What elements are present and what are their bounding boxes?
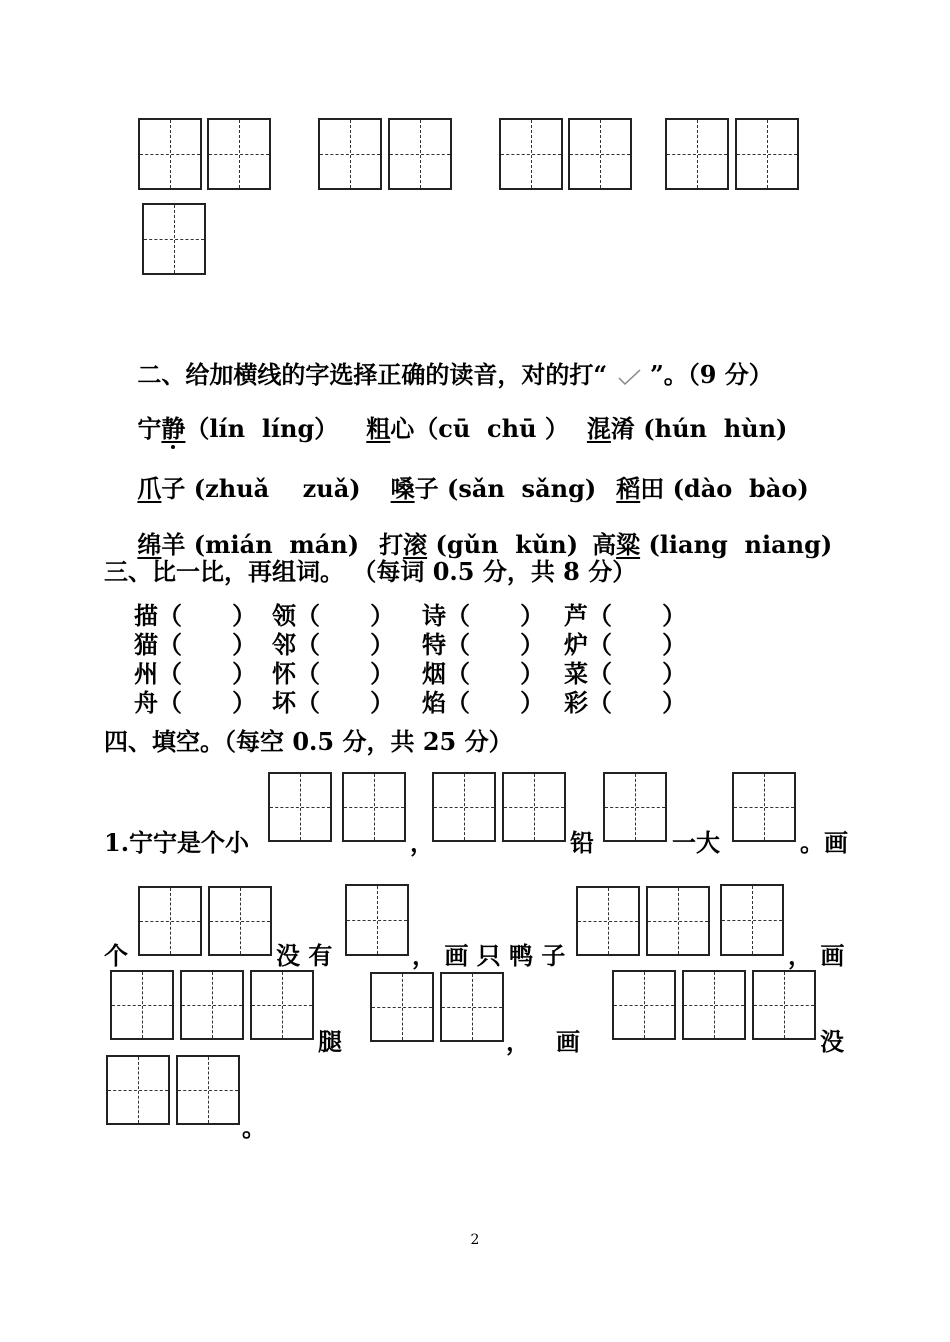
word-item: 烟（ ） bbox=[422, 659, 545, 688]
writing-grid-box[interactable] bbox=[603, 772, 667, 842]
fill-text: 个 bbox=[104, 941, 128, 970]
word-item: 怀（ ） bbox=[272, 659, 395, 688]
word-item: 领（ ） bbox=[272, 601, 395, 630]
word-item: 舟（ ） bbox=[134, 688, 257, 717]
page-number: 2 bbox=[470, 1232, 480, 1248]
reading-item: 爪子 (zhuǎ zuǎ) bbox=[137, 474, 361, 503]
writing-grid-box[interactable] bbox=[138, 118, 202, 190]
reading-item: 混淆 (hún hùn) bbox=[586, 414, 788, 443]
writing-grid-box[interactable] bbox=[720, 884, 784, 956]
reading-item: 粗心（cū chū ） bbox=[366, 414, 569, 443]
writing-grid-box[interactable] bbox=[440, 972, 504, 1042]
reading-item: 绵羊 (mián mán) bbox=[137, 530, 360, 559]
writing-grid-box[interactable] bbox=[268, 772, 332, 842]
writing-grid-box[interactable] bbox=[752, 970, 816, 1040]
writing-grid-box[interactable] bbox=[502, 772, 566, 842]
writing-grid-box[interactable] bbox=[342, 772, 406, 842]
writing-grid-box[interactable] bbox=[106, 1055, 170, 1125]
writing-grid-box[interactable] bbox=[208, 886, 272, 956]
section4-title: 四、填空。（每空 0.5 分，共 25 分） bbox=[104, 727, 513, 756]
word-item: 坏（ ） bbox=[272, 688, 395, 717]
writing-grid-box[interactable] bbox=[576, 886, 640, 956]
section3-title: 三、比一比，再组词。 （每词 0.5 分，共 8 分） bbox=[104, 557, 637, 586]
writing-grid-box[interactable] bbox=[207, 118, 271, 190]
writing-grid-box[interactable] bbox=[142, 203, 206, 275]
reading-item: 宁静（lín líng） bbox=[137, 414, 339, 443]
fill-text: 没 有 bbox=[276, 941, 333, 970]
fill-text: 一大 bbox=[672, 828, 720, 857]
writing-grid-box[interactable] bbox=[250, 970, 314, 1040]
fill-text: 没 bbox=[820, 1027, 844, 1056]
fill-text: ， bbox=[410, 828, 434, 857]
word-item: 炉（ ） bbox=[564, 630, 687, 659]
word-item: 焰（ ） bbox=[422, 688, 545, 717]
word-item: 彩（ ） bbox=[564, 688, 687, 717]
writing-grid-box[interactable] bbox=[735, 118, 799, 190]
writing-grid-box[interactable] bbox=[110, 970, 174, 1040]
writing-grid-box[interactable] bbox=[665, 118, 729, 190]
writing-grid-box[interactable] bbox=[388, 118, 452, 190]
reading-item: 嗓子 (sǎn sǎng) bbox=[390, 474, 597, 503]
reading-item: 高粱 (liang niang) bbox=[592, 530, 833, 559]
word-item: 州（ ） bbox=[134, 659, 257, 688]
writing-grid-box[interactable] bbox=[732, 772, 796, 842]
fill-text: ， 画 bbox=[788, 941, 845, 970]
writing-grid-box[interactable] bbox=[180, 970, 244, 1040]
writing-grid-box[interactable] bbox=[318, 118, 382, 190]
word-item: 猫（ ） bbox=[134, 630, 257, 659]
fill-text: 铅 bbox=[570, 828, 594, 857]
word-item: 诗（ ） bbox=[422, 601, 545, 630]
fill-text: ， bbox=[506, 1027, 530, 1056]
section2-title: 二、给加横线的字选择正确的读音，对的打“ ”。（9 分） bbox=[137, 360, 773, 389]
word-item: 描（ ） bbox=[134, 601, 257, 630]
writing-grid-box[interactable] bbox=[370, 972, 434, 1042]
word-item: 特（ ） bbox=[422, 630, 545, 659]
writing-grid-box[interactable] bbox=[612, 970, 676, 1040]
writing-grid-box[interactable] bbox=[646, 886, 710, 956]
reading-item: 稻田 (dào bào) bbox=[616, 474, 809, 503]
writing-grid-box[interactable] bbox=[432, 772, 496, 842]
writing-grid-box[interactable] bbox=[176, 1055, 240, 1125]
writing-grid-box[interactable] bbox=[568, 118, 632, 190]
fill-text: 画 bbox=[556, 1027, 580, 1056]
writing-grid-box[interactable] bbox=[345, 884, 409, 956]
writing-grid-box[interactable] bbox=[499, 118, 563, 190]
fill-text: 1.宁宁是个小 bbox=[104, 828, 250, 857]
word-item: 菜（ ） bbox=[564, 659, 687, 688]
word-item: 芦（ ） bbox=[564, 601, 687, 630]
reading-item: 打滚 (gǔn kǔn) bbox=[379, 530, 579, 559]
word-item: 邻（ ） bbox=[272, 630, 395, 659]
writing-grid-box[interactable] bbox=[682, 970, 746, 1040]
writing-grid-box[interactable] bbox=[138, 886, 202, 956]
fill-text: 。画 bbox=[800, 828, 848, 857]
fill-text: 腿 bbox=[318, 1027, 342, 1056]
fill-text: ， 画 只 鸭 子 bbox=[412, 941, 566, 970]
fill-text: 。 bbox=[242, 1113, 266, 1142]
